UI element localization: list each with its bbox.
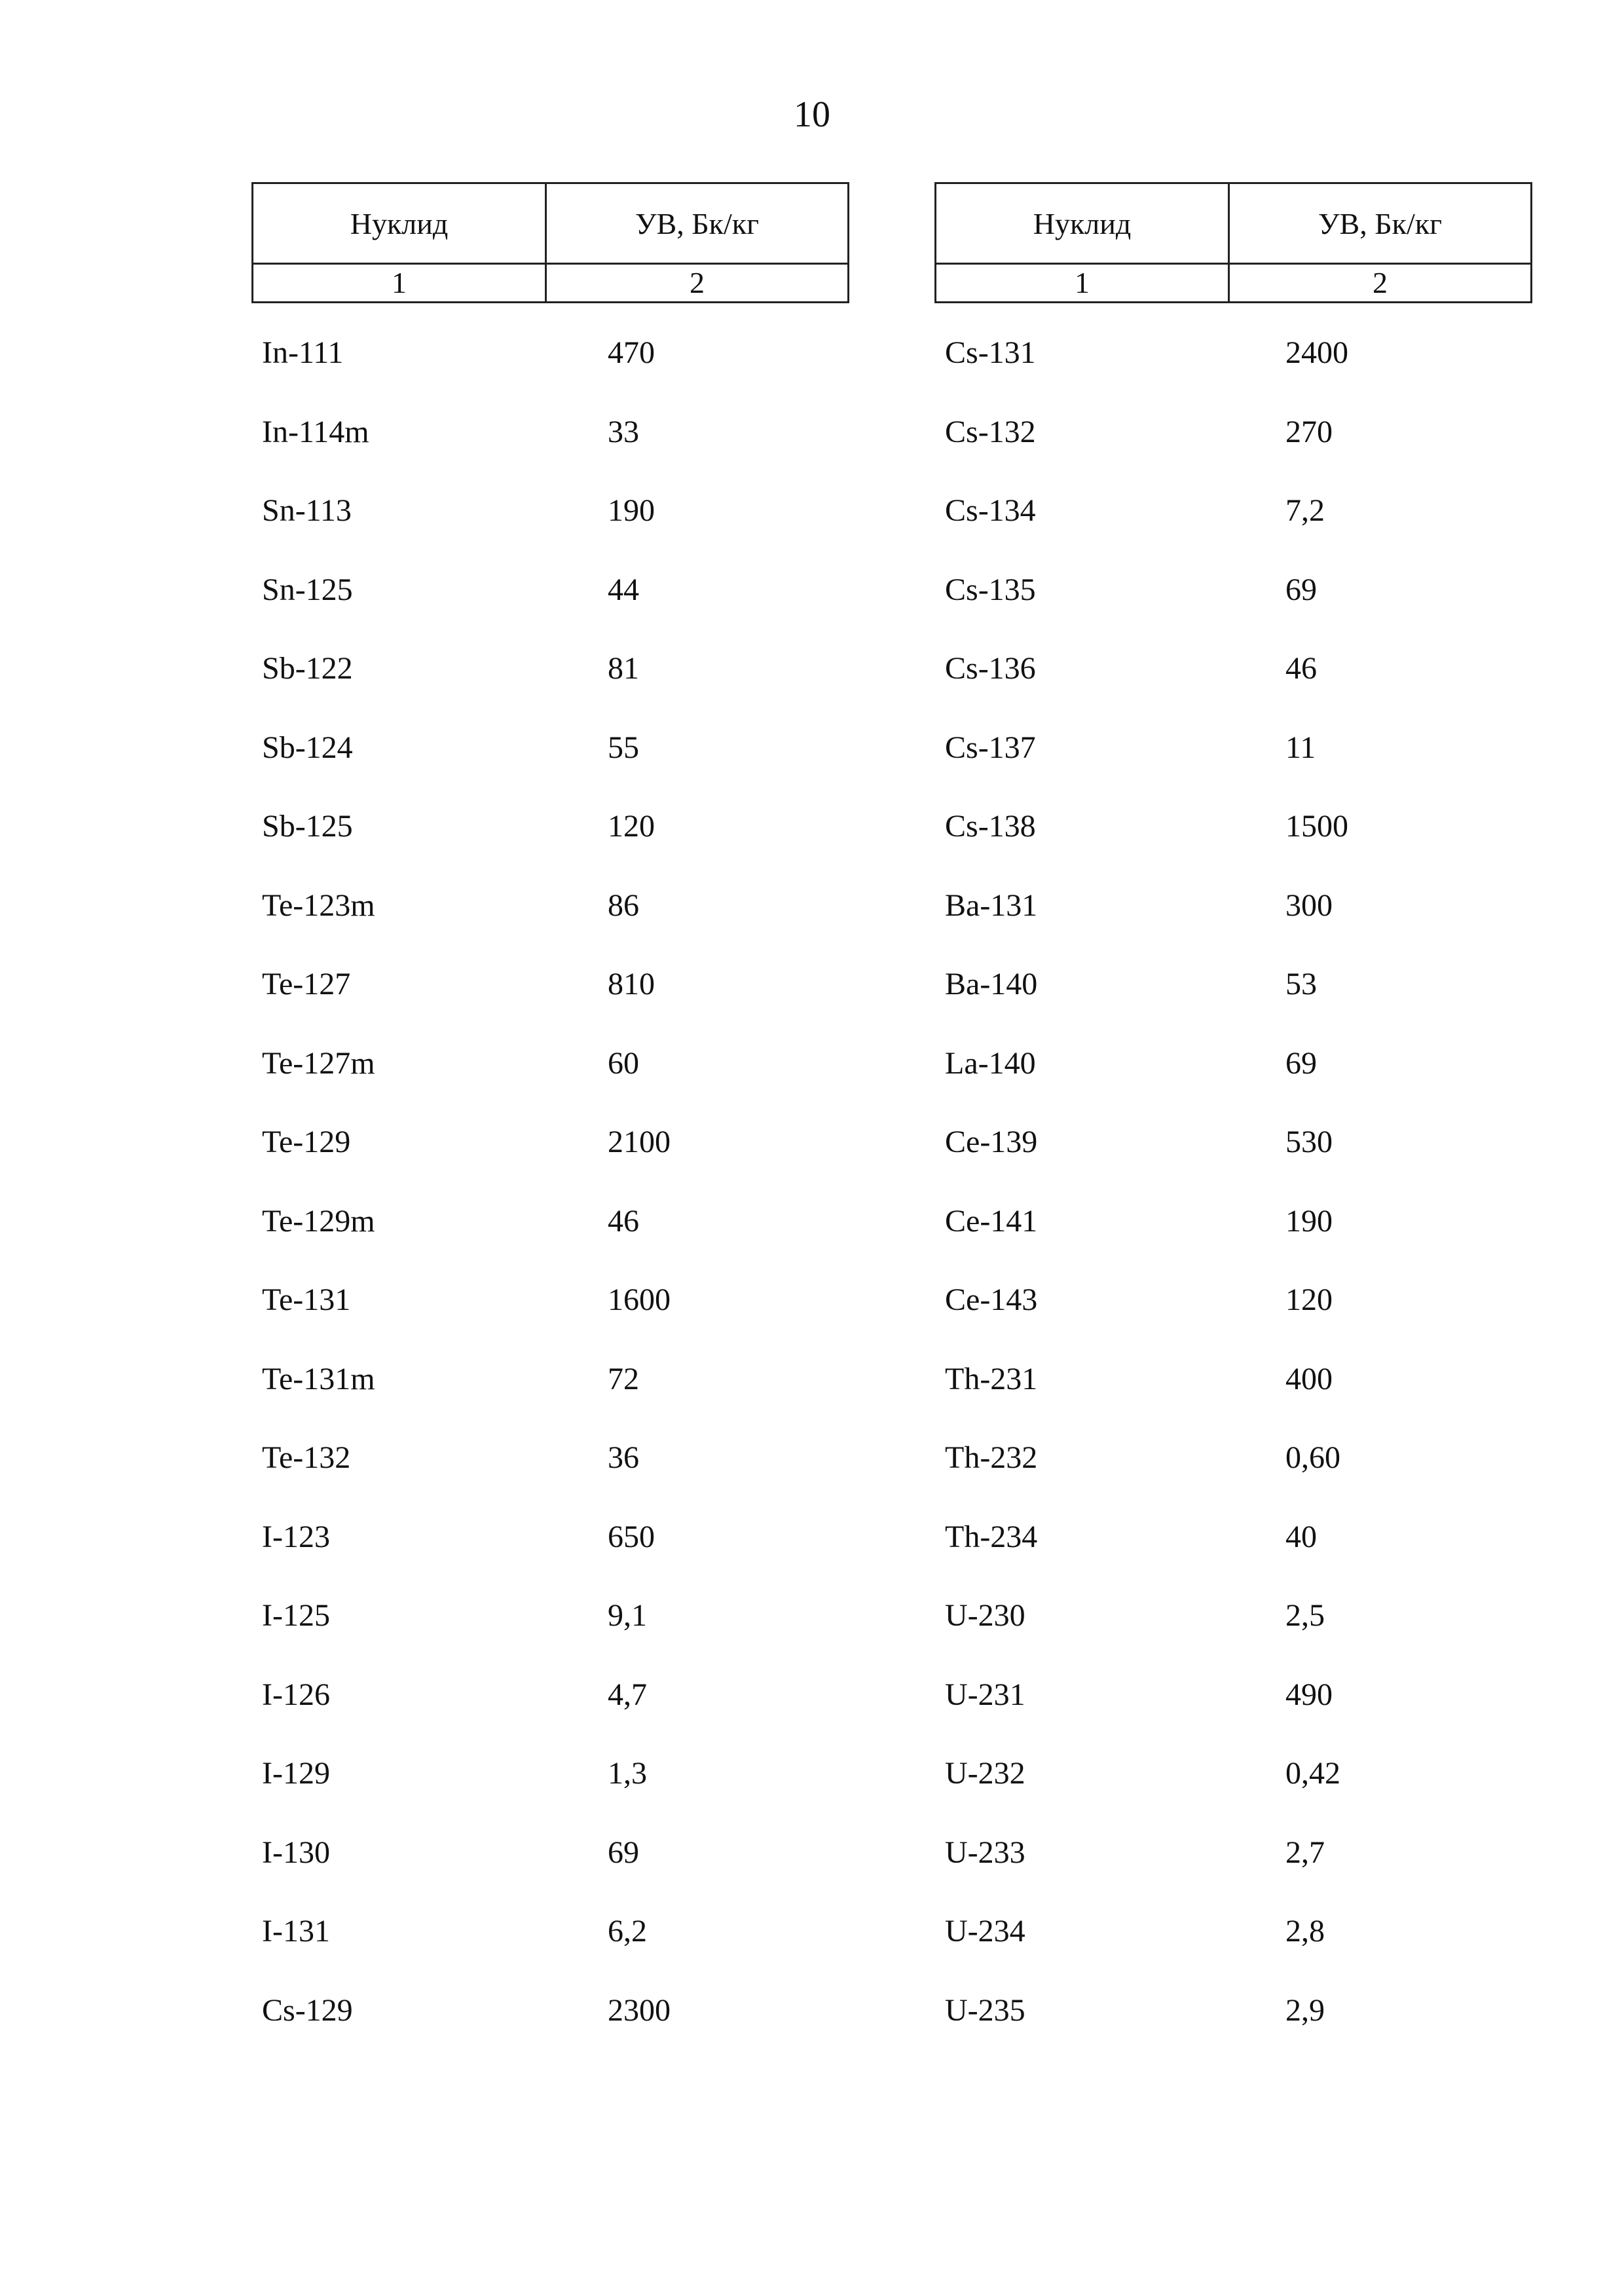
left-column-block xyxy=(251,182,843,2040)
activity-value: 1,3 xyxy=(608,1756,647,1791)
left-header-table xyxy=(251,182,849,303)
nuclide-name: Cs-131 xyxy=(945,335,1036,370)
table-row xyxy=(251,1961,843,2040)
nuclide-name: Ce-141 xyxy=(945,1203,1038,1239)
nuclide-name: In-114m xyxy=(262,414,369,449)
table-row xyxy=(251,698,843,777)
left-header-value: УВ, Бк/кг xyxy=(546,183,849,264)
nuclide-name: Te-127 xyxy=(262,967,351,1001)
nuclide-name: Te-131m xyxy=(262,1361,375,1396)
activity-value: 120 xyxy=(1285,1282,1333,1317)
left-header-num-1: 1 xyxy=(253,264,546,303)
activity-value: 53 xyxy=(1285,967,1317,1001)
table-row xyxy=(251,303,843,382)
activity-value: 7,2 xyxy=(1285,493,1325,528)
nuclide-name: Te-132 xyxy=(262,1440,351,1475)
table-row xyxy=(934,1882,1526,1961)
activity-value: 2,9 xyxy=(1285,1992,1325,2028)
table-row xyxy=(934,1408,1526,1487)
nuclide-name: Te-123m xyxy=(262,887,375,923)
table-row xyxy=(251,540,843,620)
table-row xyxy=(251,1803,843,1882)
table-row xyxy=(251,1092,843,1172)
table-row xyxy=(934,1645,1526,1725)
table-row xyxy=(934,1487,1526,1567)
activity-value: 400 xyxy=(1285,1361,1333,1396)
table-row xyxy=(934,856,1526,935)
activity-value: 69 xyxy=(1285,1045,1317,1081)
page-number: 10 xyxy=(794,94,830,135)
nuclide-name: Te-129 xyxy=(262,1125,351,1159)
nuclide-name: Cs-136 xyxy=(945,651,1036,686)
activity-value: 44 xyxy=(608,572,639,607)
table-row xyxy=(934,1566,1526,1645)
nuclide-name: La-140 xyxy=(945,1045,1036,1081)
activity-value: 69 xyxy=(1285,572,1317,607)
activity-value: 55 xyxy=(608,730,639,765)
activity-value: 300 xyxy=(1285,887,1333,923)
nuclide-name: Th-232 xyxy=(945,1440,1038,1475)
table-row xyxy=(934,461,1526,540)
activity-value: 11 xyxy=(1285,730,1316,765)
nuclide-name: I-130 xyxy=(262,1835,330,1870)
table-row xyxy=(934,382,1526,462)
nuclide-name: I-125 xyxy=(262,1598,330,1633)
nuclide-name: Sb-122 xyxy=(262,651,353,686)
nuclide-name: U-235 xyxy=(945,1992,1025,2028)
activity-value: 2,5 xyxy=(1285,1598,1325,1633)
nuclide-name: Cs-132 xyxy=(945,414,1036,449)
nuclide-name: Te-131 xyxy=(262,1282,351,1317)
nuclide-name: U-232 xyxy=(945,1756,1025,1791)
table-row xyxy=(934,1803,1526,1882)
activity-value: 1500 xyxy=(1285,809,1348,844)
activity-value: 9,1 xyxy=(608,1598,647,1633)
nuclide-name: U-231 xyxy=(945,1677,1025,1712)
table-row xyxy=(251,1014,843,1093)
activity-value: 46 xyxy=(1285,651,1317,686)
activity-value: 2,8 xyxy=(1285,1914,1325,1949)
table-row xyxy=(934,1250,1526,1330)
table-row xyxy=(251,1566,843,1645)
table-row xyxy=(934,1330,1526,1409)
table-row xyxy=(251,382,843,462)
nuclide-name: In-111 xyxy=(262,335,344,370)
activity-value: 33 xyxy=(608,414,639,449)
nuclide-name: I-129 xyxy=(262,1756,330,1791)
activity-value: 46 xyxy=(608,1203,639,1239)
nuclide-name: I-123 xyxy=(262,1519,330,1554)
left-header-num-2: 2 xyxy=(546,264,849,303)
left-data-list xyxy=(251,303,843,2040)
activity-value: 4,7 xyxy=(608,1677,647,1712)
table-row xyxy=(934,1014,1526,1093)
right-header-num-2: 2 xyxy=(1229,264,1532,303)
table-row xyxy=(251,1487,843,1567)
table-row xyxy=(934,698,1526,777)
nuclide-name: Ba-131 xyxy=(945,887,1038,923)
nuclide-name: Cs-129 xyxy=(262,1992,353,2028)
activity-value: 650 xyxy=(608,1519,655,1554)
right-column-block xyxy=(934,182,1526,2040)
table-row xyxy=(251,777,843,856)
nuclide-name: I-131 xyxy=(262,1914,330,1949)
activity-value: 60 xyxy=(608,1045,639,1081)
right-header-value: УВ, Бк/кг xyxy=(1229,183,1532,264)
table-row xyxy=(934,1724,1526,1803)
activity-value: 0,60 xyxy=(1285,1440,1340,1475)
table-row xyxy=(251,1330,843,1409)
right-data-list xyxy=(934,303,1526,2040)
table-row xyxy=(934,303,1526,382)
activity-value: 490 xyxy=(1285,1677,1333,1712)
nuclide-name: Sb-125 xyxy=(262,809,353,844)
table-row xyxy=(251,461,843,540)
activity-value: 470 xyxy=(608,335,655,370)
nuclide-name: Te-129m xyxy=(262,1203,375,1239)
table-row xyxy=(251,1882,843,1961)
activity-value: 2100 xyxy=(608,1125,671,1159)
nuclide-name: Ce-143 xyxy=(945,1282,1038,1317)
activity-value: 72 xyxy=(608,1361,639,1396)
nuclide-name: Th-234 xyxy=(945,1519,1038,1554)
table-row xyxy=(251,1250,843,1330)
activity-value: 1600 xyxy=(608,1282,671,1317)
table-row xyxy=(251,1172,843,1251)
nuclide-name: I-126 xyxy=(262,1677,330,1712)
table-row xyxy=(251,619,843,698)
right-header-nuclide: Нуклид xyxy=(936,183,1229,264)
nuclide-name: Ba-140 xyxy=(945,967,1038,1001)
nuclide-name: Te-127m xyxy=(262,1045,375,1081)
table-row xyxy=(251,935,843,1014)
activity-value: 270 xyxy=(1285,414,1333,449)
activity-value: 0,42 xyxy=(1285,1756,1340,1791)
activity-value: 190 xyxy=(1285,1203,1333,1239)
table-row xyxy=(934,777,1526,856)
table-row xyxy=(934,540,1526,620)
table-row xyxy=(251,1408,843,1487)
activity-value: 69 xyxy=(608,1835,639,1870)
activity-value: 530 xyxy=(1285,1125,1333,1159)
nuclide-name: Cs-135 xyxy=(945,572,1036,607)
activity-value: 2,7 xyxy=(1285,1835,1325,1870)
activity-value: 36 xyxy=(608,1440,639,1475)
nuclide-name: Sn-113 xyxy=(262,493,352,528)
nuclide-name: Sn-125 xyxy=(262,572,353,607)
table-row xyxy=(934,619,1526,698)
nuclide-name: Ce-139 xyxy=(945,1125,1038,1159)
nuclide-name: Cs-137 xyxy=(945,730,1036,765)
table-row xyxy=(934,935,1526,1014)
right-header-table xyxy=(934,182,1532,303)
nuclide-name: Sb-124 xyxy=(262,730,353,765)
table-row xyxy=(934,1092,1526,1172)
nuclide-name: U-233 xyxy=(945,1835,1025,1870)
table-row xyxy=(934,1961,1526,2040)
left-header-nuclide: Нуклид xyxy=(253,183,546,264)
activity-value: 120 xyxy=(608,809,655,844)
activity-value: 86 xyxy=(608,887,639,923)
nuclide-name: Cs-138 xyxy=(945,809,1036,844)
table-row xyxy=(251,856,843,935)
nuclide-name: Th-231 xyxy=(945,1361,1038,1396)
activity-value: 6,2 xyxy=(608,1914,647,1949)
nuclide-name: Cs-134 xyxy=(945,493,1036,528)
right-header-num-1: 1 xyxy=(936,264,1229,303)
nuclide-name: U-230 xyxy=(945,1598,1025,1633)
activity-value: 190 xyxy=(608,493,655,528)
activity-value: 40 xyxy=(1285,1519,1317,1554)
activity-value: 2400 xyxy=(1285,335,1348,370)
table-row xyxy=(934,1172,1526,1251)
nuclide-name: U-234 xyxy=(945,1914,1025,1949)
table-row xyxy=(251,1645,843,1725)
activity-value: 810 xyxy=(608,967,655,1001)
activity-value: 2300 xyxy=(608,1992,671,2028)
table-row xyxy=(251,1724,843,1803)
activity-value: 81 xyxy=(608,651,639,686)
